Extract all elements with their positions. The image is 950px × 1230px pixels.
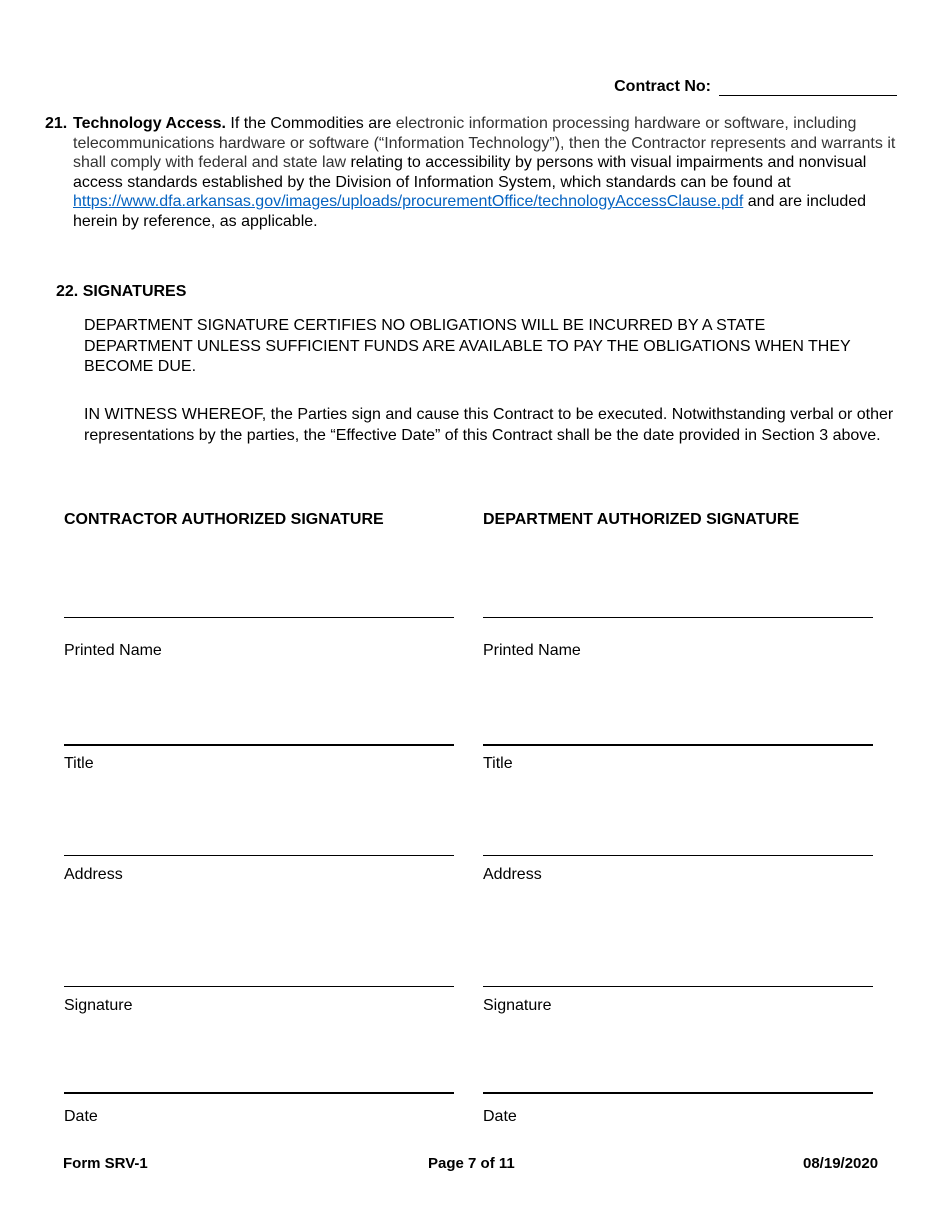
contractor-signature-heading: CONTRACTOR AUTHORIZED SIGNATURE: [64, 511, 384, 528]
contract-number-field: [614, 78, 897, 96]
section-21-text-c: relating to accessibility by persons with visual impairments and nonvisual access standards established by the Division of Information System, which standards can be found at: [73, 154, 867, 191]
department-signature-line[interactable]: [483, 986, 873, 987]
department-date-label: Date: [483, 1108, 517, 1125]
contract-number-blank[interactable]: [719, 81, 897, 96]
section-21-number: 21.: [45, 115, 68, 132]
technology-access-link[interactable]: https://www.dfa.arkansas.gov/images/uploads/procurementOffice/technologyAccessClause.pdf: [73, 193, 744, 211]
certification-paragraph: DEPARTMENT SIGNATURE CERTIFIES NO OBLIGATIONS WILL BE INCURRED BY A STATE DEPARTMENT UNLESS SUFFICIENT FUNDS ARE AVAILABLE TO PAY THE OBLIGATIONS WHEN THEY BECOME DUE.: [84, 317, 851, 375]
contractor-date-line[interactable]: [64, 1092, 454, 1094]
section-21-text-a: If the Commodities are: [225, 115, 396, 132]
section-22-heading: 22. SIGNATURES: [56, 283, 187, 300]
section-21-text-b: electronic information processing hardware or software, including telecommunications hardware or software (“Information Technology”), then the Contractor represents and warrants it shall comply with federal and state law: [73, 115, 896, 172]
section-21-title: Technology Access.: [73, 115, 226, 132]
section-21-body: [73, 114, 905, 232]
footer-date: 08/19/2020: [803, 1155, 879, 1172]
contract-number-label: Contract No:: [614, 78, 711, 95]
department-title-label: Title: [483, 755, 513, 772]
department-date-line[interactable]: [483, 1092, 873, 1094]
contractor-title-line[interactable]: [64, 744, 454, 746]
contractor-address-label: Address: [64, 866, 123, 883]
contractor-title-label: Title: [64, 755, 94, 772]
section-21: [45, 114, 905, 232]
footer-page-number: Page 7 of 11: [428, 1155, 515, 1172]
department-address-label: Address: [483, 866, 542, 883]
department-printed-name-line[interactable]: [483, 617, 873, 618]
department-address-line[interactable]: [483, 855, 873, 856]
department-title-line[interactable]: [483, 744, 873, 746]
contractor-date-label: Date: [64, 1108, 98, 1125]
footer-form-id: Form SRV-1: [63, 1155, 148, 1172]
contractor-printed-name-label: Printed Name: [64, 642, 162, 659]
contractor-signature-line[interactable]: [64, 986, 454, 987]
contractor-address-line[interactable]: [64, 855, 454, 856]
witness-paragraph: IN WITNESS WHEREOF, the Parties sign and cause this Contract to be executed. Notwithstanding verbal or other representations by the parties, the “Effective Date” of this Contract shall be the date provided in Section 3 above.: [84, 406, 894, 444]
department-signature-label: Signature: [483, 997, 552, 1014]
contractor-signature-label: Signature: [64, 997, 133, 1014]
department-printed-name-label: Printed Name: [483, 642, 581, 659]
department-signature-heading: DEPARTMENT AUTHORIZED SIGNATURE: [483, 511, 800, 528]
contractor-printed-name-line[interactable]: [64, 617, 454, 618]
section-21-text-d: and are included herein by reference, as applicable.: [73, 193, 867, 230]
